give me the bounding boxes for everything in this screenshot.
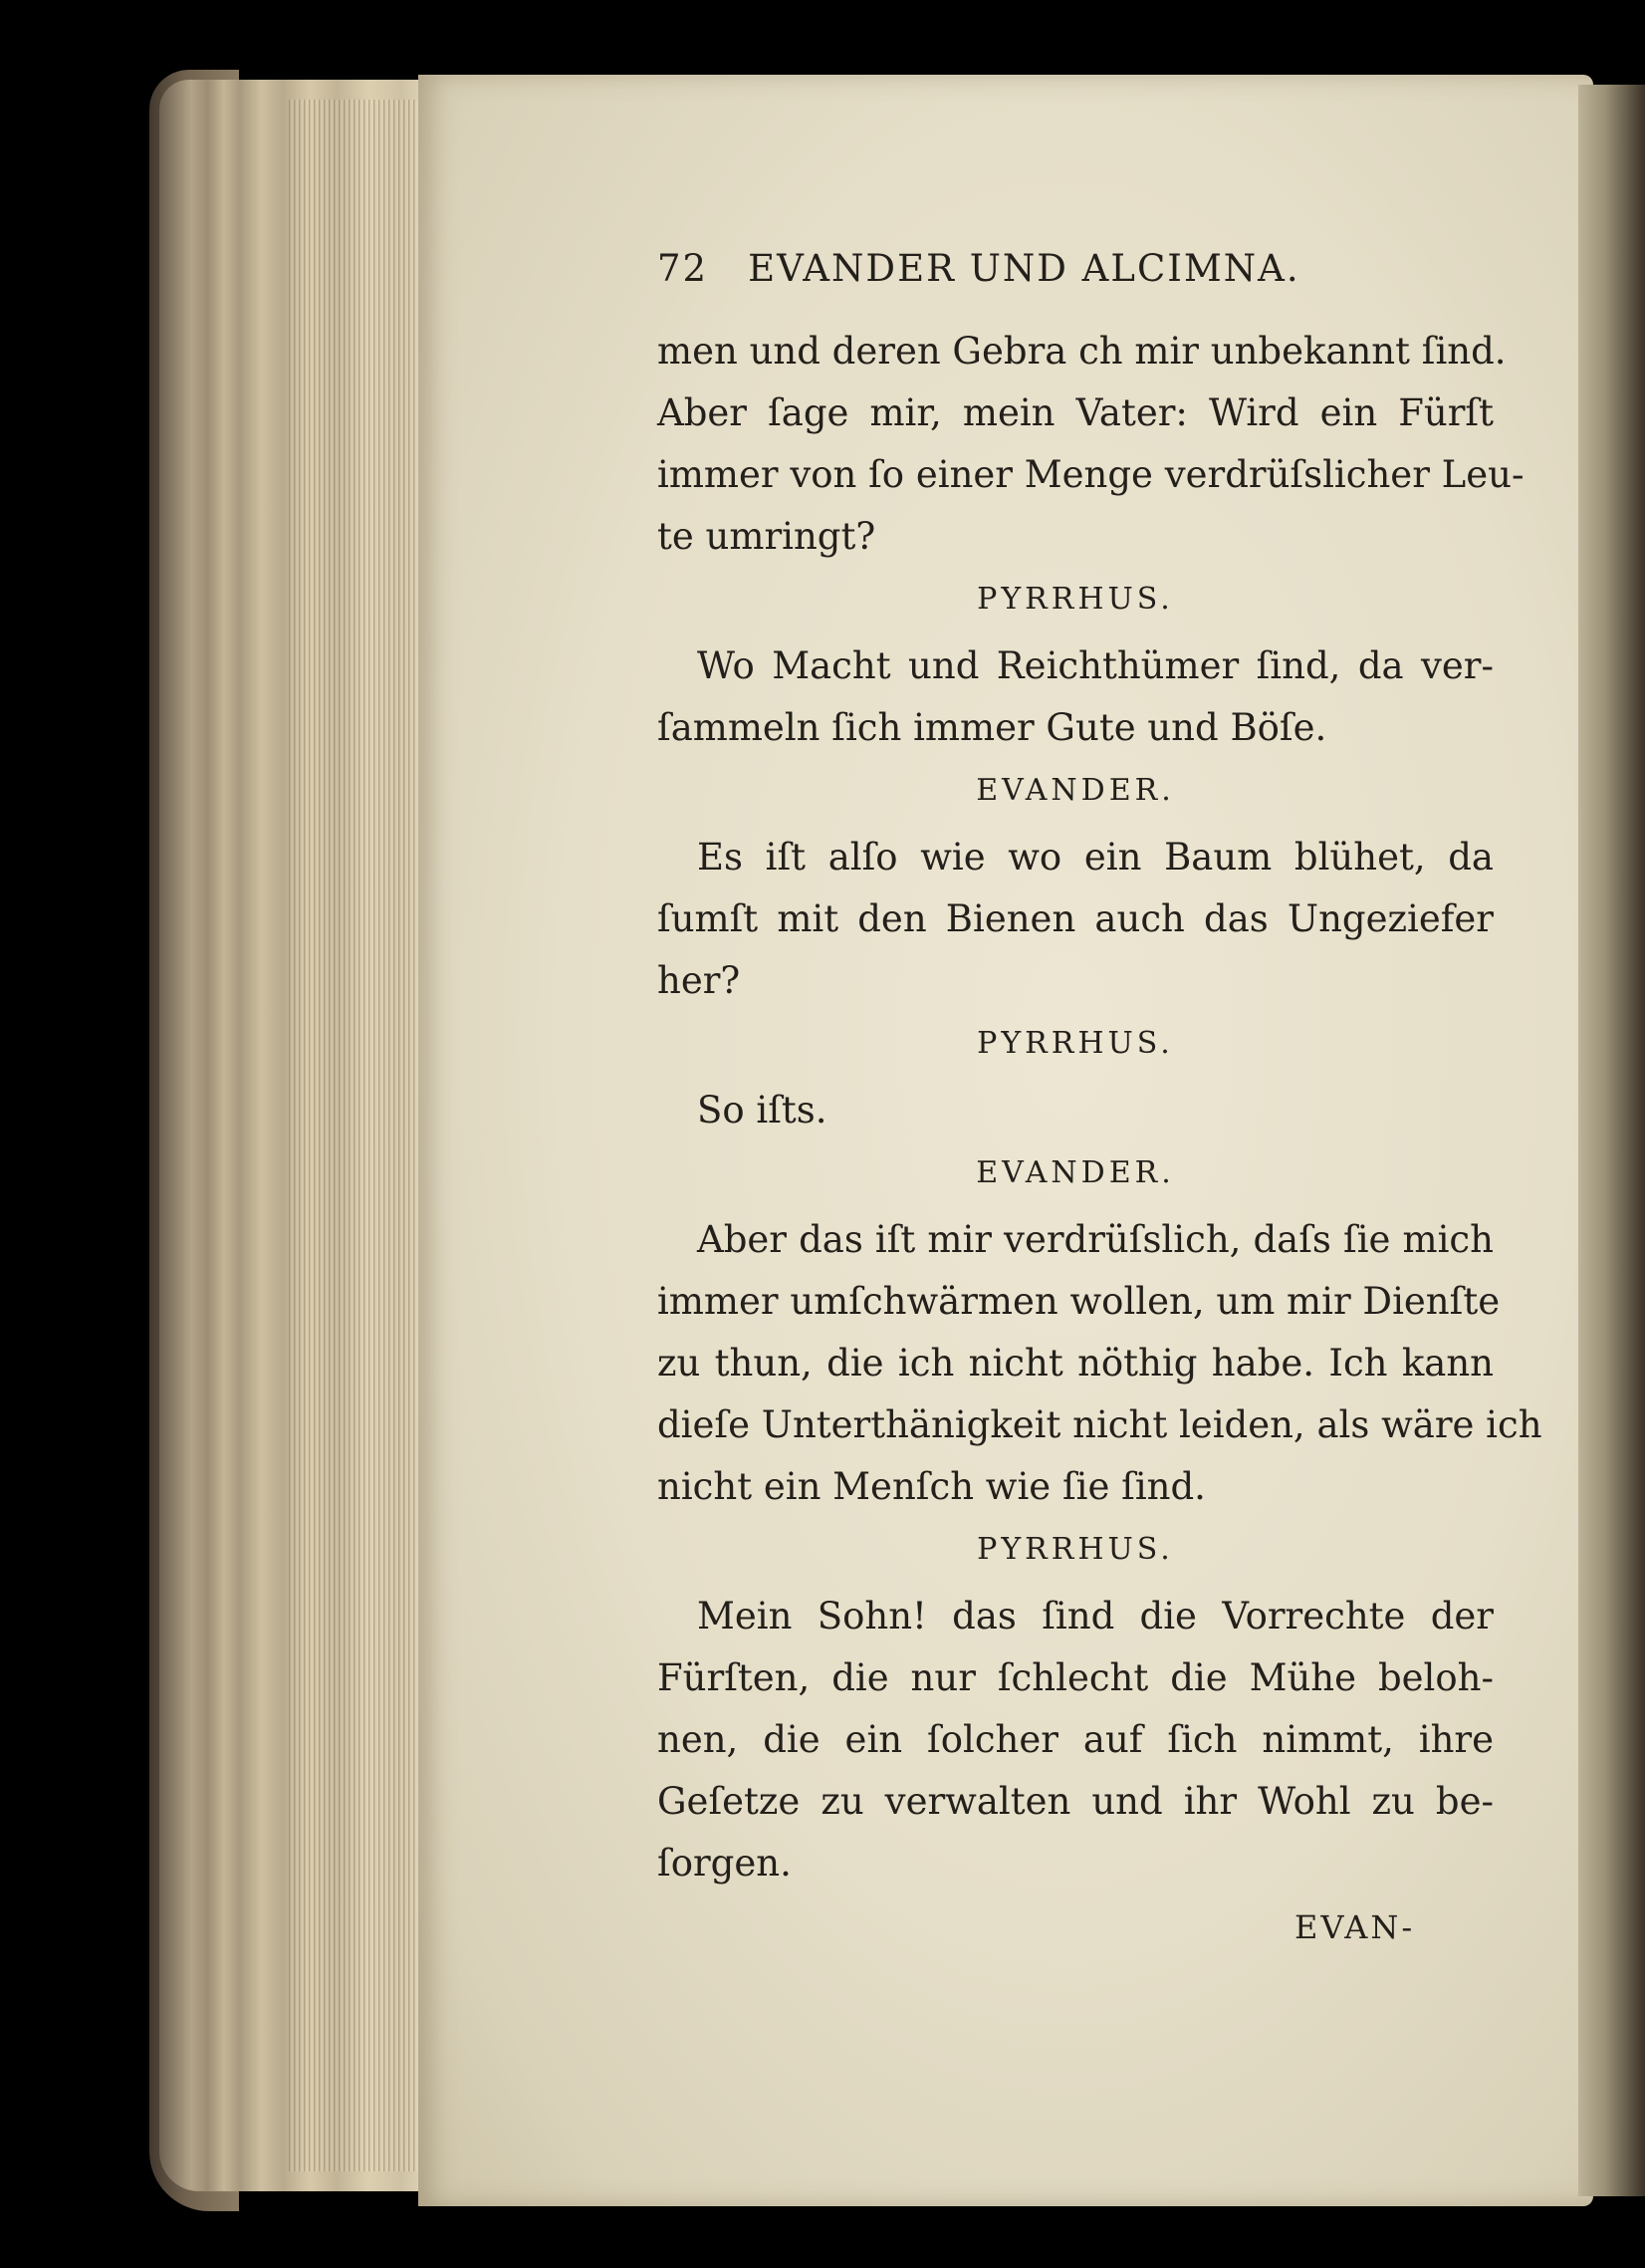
text-line: te umringt? bbox=[657, 515, 876, 558]
catchword: EVAN- bbox=[1294, 1908, 1416, 1946]
text-line: ſorgen. bbox=[657, 1842, 792, 1885]
speaker-name: PYRRHUS. bbox=[977, 1532, 1174, 1567]
text-line: zu thun, die ich nicht nöthig habe. Ich kann bbox=[657, 1342, 1494, 1385]
speaker-name: PYRRHUS. bbox=[977, 582, 1174, 617]
text-line: So iſts. bbox=[697, 1089, 827, 1132]
running-title: EVANDER UND ALCIMNA. bbox=[748, 247, 1300, 290]
text-line: Es iſt alſo wie wo ein Baum blühet, da bbox=[697, 836, 1494, 879]
text-line: men und deren Gebra ch mir unbekannt ſind. bbox=[657, 330, 1507, 373]
speaker-name: EVANDER. bbox=[976, 773, 1175, 808]
text-line: Mein Sohn! das ſind die Vorrechte der bbox=[697, 1595, 1494, 1638]
text-line: immer umſchwärmen wollen, um mir Dienſte bbox=[657, 1280, 1501, 1323]
running-header bbox=[657, 247, 1300, 290]
facing-page-gutter bbox=[1578, 85, 1645, 2196]
text-line: Aber ſage mir, mein Vater: Wird ein Fürſt bbox=[657, 391, 1494, 434]
page-edge-stripes bbox=[289, 100, 418, 2171]
text-line: nicht ein Menſch wie ſie ſind. bbox=[657, 1465, 1206, 1508]
text-line: ſammeln ſich immer Gute und Böſe. bbox=[657, 706, 1327, 749]
speaker-name: EVANDER. bbox=[976, 1155, 1175, 1190]
text-line: ſumſt mit den Bienen auch das Ungeziefer bbox=[657, 897, 1494, 940]
text-line: Wo Macht und Reichthümer ſind, da ver- bbox=[697, 644, 1494, 687]
text-line: Aber das iſt mir verdrüſslich, daſs ſie mich bbox=[697, 1218, 1494, 1261]
text-line: Geſetze zu verwalten und ihr Wohl zu be- bbox=[657, 1780, 1494, 1823]
text-line: nen, die ein ſolcher auf ſich nimmt, ihre bbox=[657, 1718, 1494, 1761]
text-line: dieſe Unterthänigkeit nicht leiden, als wäre ich bbox=[657, 1403, 1542, 1446]
page-number: 72 bbox=[657, 247, 709, 290]
text-line: her? bbox=[657, 959, 741, 1002]
speaker-name: PYRRHUS. bbox=[977, 1026, 1174, 1061]
text-line: immer von ſo einer Menge verdrüſslicher Leu- bbox=[657, 453, 1525, 496]
text-line: Fürſten, die nur ſchlecht die Mühe beloh- bbox=[657, 1656, 1494, 1699]
